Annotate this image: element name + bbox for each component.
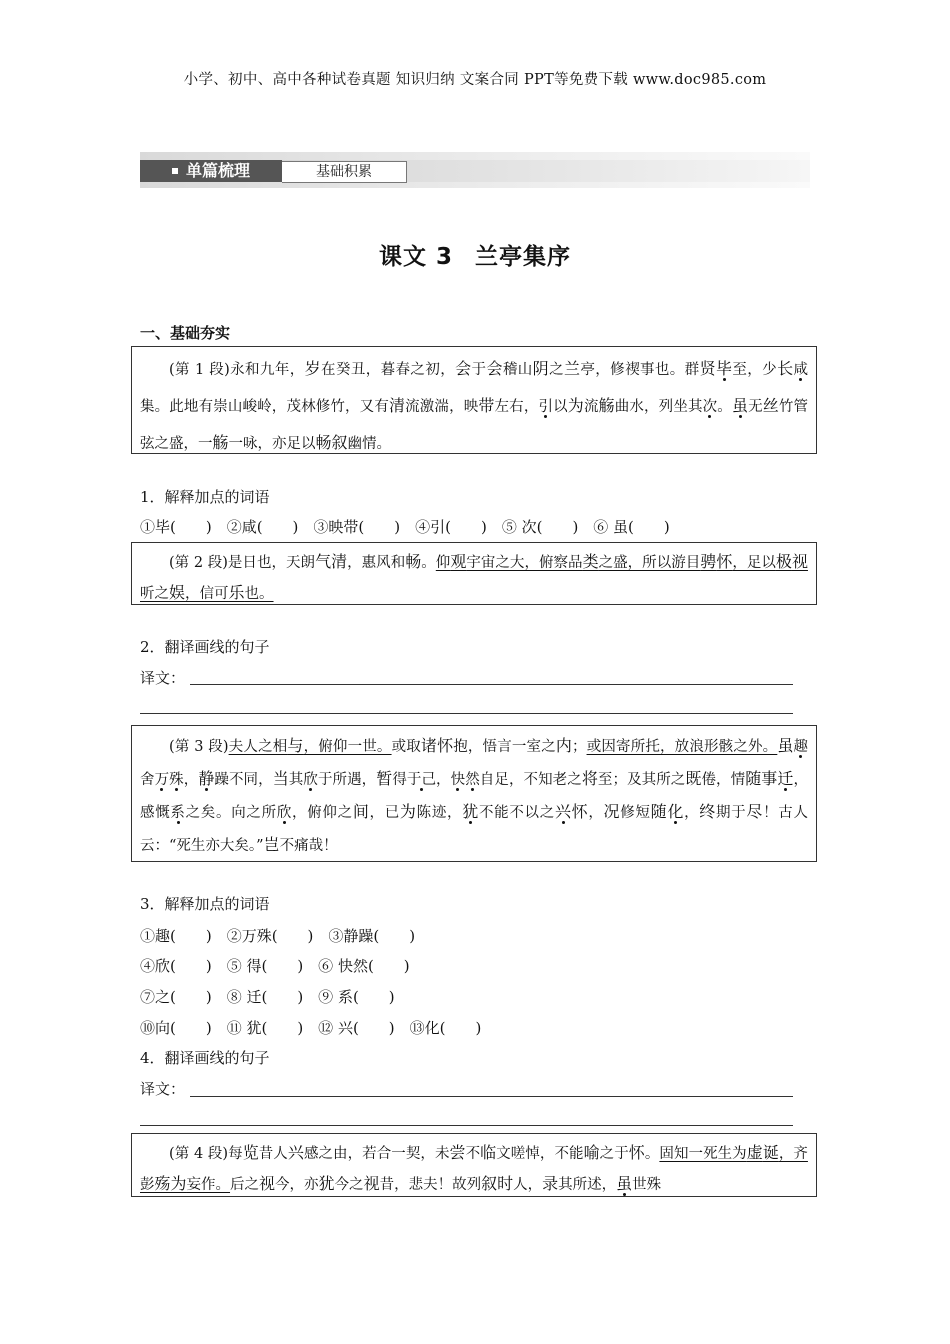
text-run: 随 bbox=[650, 802, 668, 821]
text-run: 文嗟悼，不能 bbox=[496, 1146, 584, 1162]
text-run: ，惠风和 bbox=[347, 555, 406, 571]
text-run: 怀 bbox=[571, 802, 589, 821]
text-run: 固知一死生为 bbox=[659, 1146, 747, 1162]
question-3-label: 3．解释加点的词语 bbox=[140, 895, 270, 913]
text-run: 虽 bbox=[777, 736, 794, 755]
title-name: 兰亭集序 bbox=[475, 244, 571, 270]
text-run: 以 bbox=[553, 399, 568, 415]
text-run: (第 3 段) bbox=[169, 739, 229, 755]
text-run: 之盛，所以游目 bbox=[598, 555, 701, 571]
text-run: 终 bbox=[699, 802, 716, 821]
text-run: 不能不以之 bbox=[478, 805, 555, 821]
text-run: 乐 bbox=[228, 583, 245, 602]
answer-line-4a[interactable] bbox=[190, 1096, 793, 1097]
text-run: 临 bbox=[480, 1143, 497, 1162]
text-run: 怀 bbox=[628, 1143, 645, 1162]
text-run: 岁 bbox=[304, 359, 322, 378]
text-run: 静 bbox=[198, 769, 215, 788]
passage-box-4 bbox=[131, 1133, 817, 1197]
text-run: 觞 bbox=[598, 396, 615, 415]
text-run: 犹 bbox=[462, 802, 479, 821]
text-run: 之矣。向之所 bbox=[185, 805, 277, 821]
text-run: 览 bbox=[242, 1143, 259, 1162]
text-run: (第 4 段)每 bbox=[169, 1146, 243, 1162]
text-run: 迁 bbox=[777, 769, 794, 788]
text-run: 集。此地有崇山峻岭，茂林修竹，又有 bbox=[140, 399, 389, 415]
text-run: 兴 bbox=[554, 802, 572, 821]
text-run: ，信可 bbox=[185, 586, 229, 602]
text-run: 虽 bbox=[731, 396, 749, 415]
question-3-row-3: ⑦之( ) ⑧ 迁( ) ⑨ 系( ) bbox=[140, 988, 395, 1006]
text-run: 觞 bbox=[212, 433, 229, 452]
text-run: (第 2 段)是日也，天朗 bbox=[169, 555, 316, 571]
text-run: 然 bbox=[465, 772, 480, 788]
section-heading: 一、基础夯实 bbox=[140, 324, 231, 342]
underlined-sentence bbox=[228, 736, 392, 755]
text-run: 。 bbox=[644, 1146, 660, 1162]
text-run: (第 1 段)永和九年， bbox=[169, 362, 305, 378]
text-run: 丝 bbox=[762, 396, 779, 415]
text-run: 于所遇， bbox=[317, 772, 377, 788]
text-run: 万 bbox=[154, 772, 170, 788]
text-run: 。 bbox=[717, 399, 732, 415]
text-run: 后之 bbox=[230, 1177, 260, 1193]
text-run: 骋 bbox=[700, 552, 717, 571]
question-1-label: 1．解释加点的词语 bbox=[140, 488, 270, 506]
text-run: 自足，不知老之 bbox=[479, 772, 582, 788]
text-run: 间 bbox=[352, 802, 370, 821]
text-run: 期于 bbox=[715, 805, 747, 821]
title-label: 课文 3 bbox=[378, 244, 453, 270]
passage-box-2 bbox=[131, 542, 817, 605]
text-run: 兰 bbox=[563, 359, 581, 378]
text-run: 不痛哉！ bbox=[279, 838, 338, 854]
text-run: ，俯仰之 bbox=[292, 805, 353, 821]
text-run: 今之 bbox=[334, 1177, 364, 1193]
text-run: 于 bbox=[471, 362, 487, 378]
text-run: 流激湍，映 bbox=[405, 399, 479, 415]
text-run: 会 bbox=[486, 359, 503, 378]
text-run: 欣 bbox=[276, 805, 293, 821]
text-run: 无 bbox=[748, 399, 763, 415]
page-title bbox=[0, 238, 950, 271]
text-run: 次 bbox=[702, 399, 718, 415]
text-run: 视 bbox=[791, 552, 808, 571]
passage-3 bbox=[140, 730, 808, 862]
text-run: 况 bbox=[603, 802, 621, 821]
text-run: 宇宙之大，俯察品 bbox=[466, 555, 583, 571]
text-run: 化 bbox=[667, 802, 685, 821]
text-run: 清 bbox=[331, 552, 348, 571]
text-run: 之于 bbox=[599, 1146, 629, 1162]
text-run: 怀 bbox=[716, 552, 733, 571]
text-run: 犹 bbox=[318, 1174, 335, 1193]
text-run: 曲水，列坐其 bbox=[614, 399, 703, 415]
text-run: 虚 bbox=[746, 1143, 763, 1162]
text-run: 随 bbox=[745, 769, 762, 788]
text-run: ； bbox=[572, 739, 587, 755]
question-3-row-2: ④欣( ) ⑤ 得( ) ⑥ 快然( ) bbox=[140, 957, 410, 975]
text-run: 视 bbox=[259, 1174, 276, 1193]
text-run: 人， bbox=[513, 1177, 543, 1193]
text-run: 妄作。 bbox=[186, 1177, 231, 1193]
text-run: ， bbox=[183, 772, 199, 788]
text-run: 尽 bbox=[746, 802, 764, 821]
text-run: 昔人 bbox=[258, 1146, 288, 1162]
text-run: 之 bbox=[549, 362, 564, 378]
text-run: 在癸丑，暮春之初， bbox=[321, 362, 456, 378]
text-run: 亭，修禊事也。群 bbox=[580, 362, 700, 378]
text-run: 阴 bbox=[532, 359, 550, 378]
text-run: 或因寄所托，放浪形骸之外。 bbox=[586, 739, 778, 755]
text-run: 修短 bbox=[620, 805, 651, 821]
text-run: 殊 bbox=[169, 772, 184, 788]
text-run: ，足以 bbox=[732, 555, 776, 571]
text-run: ！古人云：“死生亦大矣。” bbox=[140, 805, 808, 854]
text-run: 竹管弦之盛，一 bbox=[140, 399, 809, 452]
passage-2 bbox=[140, 547, 808, 609]
question-3-row-4: ⑩向( ) ⑪ 犹( ) ⑫ 兴( ) ⑬化( ) bbox=[140, 1019, 482, 1037]
text-run: 幽情。 bbox=[347, 436, 392, 452]
text-run: 叙 bbox=[481, 1174, 498, 1193]
passage-1 bbox=[140, 351, 808, 462]
text-run: 为 bbox=[567, 396, 584, 415]
text-run: 当 bbox=[272, 769, 289, 788]
question-1-items: ①毕( ) ②咸( ) ③映带( ) ④引( ) ⑤ 次( ) ⑥ 虽( ) bbox=[140, 518, 670, 536]
text-run: ，俯仰一世。 bbox=[303, 739, 392, 755]
text-run: 夫人之相 bbox=[228, 739, 288, 755]
text-run: ， bbox=[684, 805, 700, 821]
text-run: ，已 bbox=[369, 805, 400, 821]
text-run: 事 bbox=[761, 769, 778, 788]
text-run: 娱 bbox=[169, 583, 186, 602]
text-run: 仰 bbox=[435, 555, 451, 571]
text-run: 诸 bbox=[420, 736, 438, 755]
text-run: 为 bbox=[399, 802, 417, 821]
text-run: 昔，悲夫！故列 bbox=[379, 1177, 482, 1193]
text-run: 诞 bbox=[762, 1143, 779, 1162]
text-run: 录 bbox=[542, 1174, 559, 1193]
text-run: 畅 bbox=[405, 552, 422, 571]
text-run: 怀 bbox=[437, 736, 454, 755]
text-run: 尝 bbox=[449, 1143, 466, 1162]
text-run: 欣 bbox=[303, 772, 318, 788]
text-run: 系 bbox=[170, 805, 186, 821]
text-run: 世殊 bbox=[632, 1177, 662, 1193]
text-run: 至；及其所之 bbox=[597, 772, 686, 788]
text-run: 趣 bbox=[793, 739, 808, 755]
text-run: 类 bbox=[582, 552, 599, 571]
answer-line-2b[interactable] bbox=[140, 713, 793, 714]
text-run: 听之 bbox=[140, 586, 169, 602]
text-run: 得于己， bbox=[392, 772, 451, 788]
text-run: 殇 bbox=[154, 1174, 171, 1193]
text-run: 极 bbox=[775, 552, 792, 571]
answer-line-2a[interactable] bbox=[190, 684, 793, 685]
banner-tab-secondary: 基础积累 bbox=[282, 161, 407, 183]
text-run: 舍 bbox=[140, 772, 155, 788]
answer-line-4b[interactable] bbox=[140, 1125, 793, 1126]
text-run: 视 bbox=[363, 1174, 380, 1193]
text-run: 气 bbox=[315, 552, 332, 571]
passage-box-3 bbox=[131, 725, 817, 862]
text-run: 流 bbox=[583, 399, 599, 415]
page-header: 小学、初中、高中各种试卷真题 知识归纳 文案合同 PPT等免费下载 www.doc985.com bbox=[183, 72, 767, 88]
text-run: 与 bbox=[287, 736, 304, 755]
text-run: 时 bbox=[497, 1174, 514, 1193]
text-run: 倦，情 bbox=[701, 772, 746, 788]
text-run: 一咏，亦足以 bbox=[228, 436, 316, 452]
text-run: 清 bbox=[388, 396, 406, 415]
text-run: 观 bbox=[450, 552, 467, 571]
text-run: 至，少 bbox=[732, 362, 778, 378]
passage-4 bbox=[140, 1138, 808, 1200]
text-run: 陈迹， bbox=[416, 805, 463, 821]
text-run: 既 bbox=[685, 769, 702, 788]
text-run: 长 bbox=[777, 359, 794, 378]
text-run: 暂 bbox=[376, 769, 393, 788]
text-run: 其 bbox=[288, 772, 304, 788]
text-run: 感之由，若合一契，未 bbox=[303, 1146, 450, 1162]
text-run: 为 bbox=[170, 1174, 187, 1193]
banner-tab-primary bbox=[140, 160, 282, 182]
question-3-row-1: ①趣( ) ②万殊( ) ③静躁( ) bbox=[140, 927, 416, 945]
text-run: 咸 bbox=[793, 362, 808, 378]
text-run: 岂 bbox=[263, 835, 280, 854]
text-run: 将 bbox=[581, 769, 598, 788]
text-run: 躁不同， bbox=[214, 772, 273, 788]
text-run: 兴 bbox=[287, 1143, 304, 1162]
question-2-prefix: 译文： bbox=[140, 669, 186, 687]
text-run: 畅 bbox=[315, 433, 332, 452]
passage-box-1 bbox=[131, 346, 817, 454]
text-run: 其所述， bbox=[558, 1177, 617, 1193]
text-run: ，齐彭 bbox=[140, 1146, 808, 1193]
text-run: 也。 bbox=[244, 586, 274, 602]
text-run: 叙 bbox=[331, 433, 348, 452]
text-run: 稽山 bbox=[502, 362, 533, 378]
text-run: 今，亦 bbox=[275, 1177, 319, 1193]
text-run: 引 bbox=[538, 399, 554, 415]
text-run: 虽 bbox=[616, 1174, 633, 1193]
text-run: 带 bbox=[478, 396, 495, 415]
text-run: 喻 bbox=[583, 1143, 600, 1162]
text-run: 快 bbox=[450, 772, 466, 788]
text-run: 抱，悟言一室之 bbox=[453, 739, 556, 755]
text-run: 贤 bbox=[699, 359, 716, 378]
text-run: ，感慨 bbox=[140, 772, 808, 821]
text-run: 会 bbox=[455, 359, 472, 378]
text-run: ， bbox=[588, 805, 604, 821]
text-run: 或取 bbox=[391, 739, 421, 755]
text-run: 毕 bbox=[715, 359, 733, 378]
text-run: 内 bbox=[555, 736, 573, 755]
question-4-label: 4．翻译画线的句子 bbox=[140, 1049, 270, 1067]
banner-tab-primary-label: 单篇梳理 bbox=[186, 161, 251, 180]
text-run: 不 bbox=[465, 1146, 481, 1162]
section-banner bbox=[140, 152, 810, 188]
text-run: 。 bbox=[421, 555, 436, 571]
question-4-prefix: 译文： bbox=[140, 1080, 186, 1098]
question-2-label: 2．翻译画线的句子 bbox=[140, 638, 270, 656]
square-bullet-icon bbox=[172, 168, 178, 174]
text-run: 左右， bbox=[494, 399, 539, 415]
